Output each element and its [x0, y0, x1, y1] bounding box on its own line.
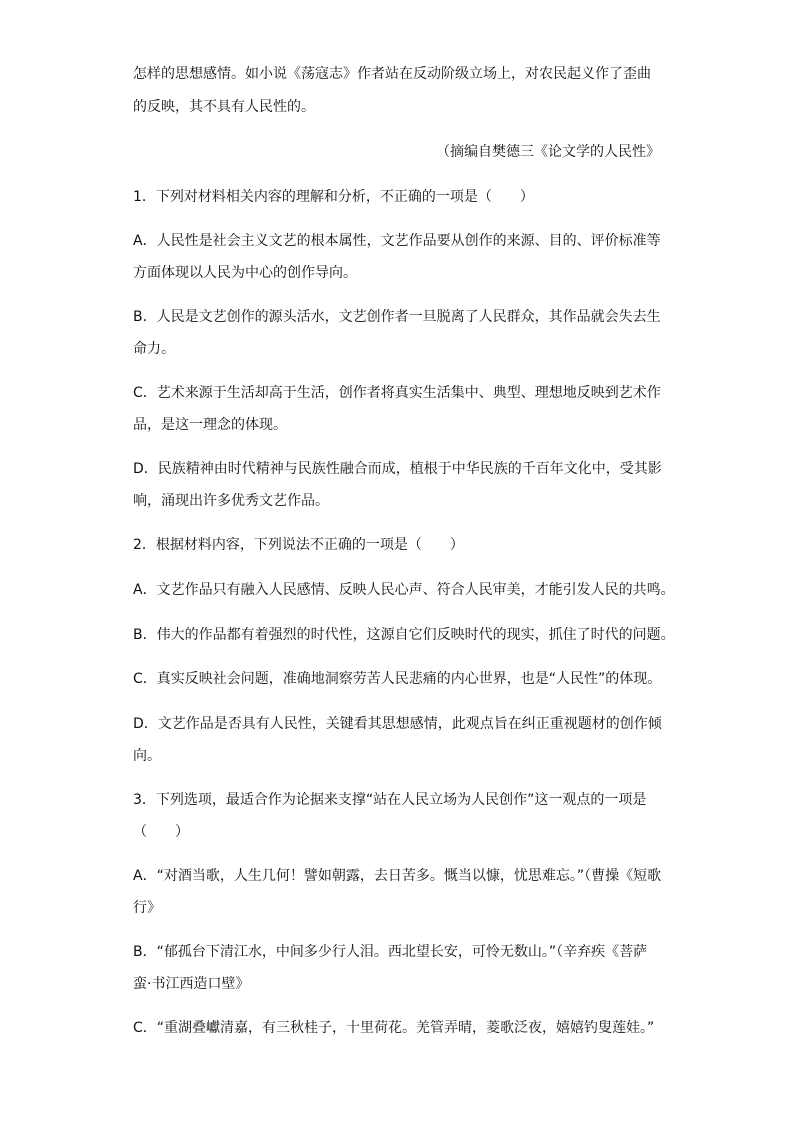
question-1-option-c: C．艺术来源于生活却高于生活，创作者将真实生活集中、典型、理想地反映到艺术作 [133, 385, 661, 401]
question-3-option-a: A．“对酒当歌，人生几何！譬如朝露，去日苦多。慨当以慷，忧思难忘。”（曹操《短歌 [133, 868, 662, 884]
question-1-option-c-cont: 品，是这一理念的体现。 [133, 417, 287, 433]
question-3-option-b-cont: 蛮·书江西造口壁》 [133, 976, 250, 992]
paragraph-line: 怎样的思想感情。如小说《荡寇志》作者站在反动阶级立场上，对农民起义作了歪曲 [133, 66, 651, 82]
paragraph-line: 的反映，其不具有人民性的。 [133, 99, 315, 115]
question-2-stem: 2．根据材料内容，下列说法不正确的一项是（ ） [133, 537, 464, 553]
question-1-option-a-cont: 方面体现以人民为中心的创作导向。 [133, 265, 357, 281]
question-1-option-b-cont: 命力。 [133, 341, 175, 357]
question-3-stem-cont: （ ） [133, 824, 189, 840]
question-2-option-a: A．文艺作品只有融入人民感情、反映人民心声、符合人民审美，才能引发人民的共鸣。 [133, 582, 675, 598]
question-3-option-c: C．“重湖叠巘清嘉，有三秋桂子，十里荷花。羌管弄晴，菱歌泛夜，嬉嬉钓叟莲娃。” [133, 1020, 655, 1036]
question-2-option-d-cont: 向。 [133, 748, 161, 764]
source-citation: （摘编自樊德三《论文学的人民性》 [436, 144, 660, 160]
question-3-option-b: B．“郁孤台下清江水，中间多少行人泪。西北望长安，可怜无数山。”（辛弃疾《菩萨 [133, 944, 648, 960]
question-1-option-b: B．人民是文艺创作的源头活水，文艺创作者一旦脱离了人民群众，其作品就会失去生 [133, 309, 661, 325]
question-1-option-a: A．人民性是社会主义文艺的根本属性，文艺作品要从创作的来源、目的、评价标准等 [133, 233, 661, 249]
question-3-option-a-cont: 行》 [133, 900, 161, 916]
question-1-option-d: D．民族精神由时代精神与民族性融合而成，植根于中华民族的千百年文化中，受其影 [133, 461, 662, 477]
question-2-option-b: B．伟大的作品都有着强烈的时代性，这源自它们反映时代的现实，抓住了时代的问题。 [133, 627, 675, 643]
question-2-option-d: D．文艺作品是否具有人民性，关键看其思想感情，此观点旨在纠正重视题材的创作倾 [133, 716, 662, 732]
question-1-option-d-cont: 响，涌现出许多优秀文艺作品。 [133, 493, 329, 509]
question-1-stem: 1．下列对材料相关内容的理解和分析，不正确的一项是（ ） [133, 189, 534, 205]
question-2-option-c: C．真实反映社会问题，准确地洞察劳苦人民悲痛的内心世界，也是“人民性”的体现。 [133, 671, 662, 687]
question-3-stem: 3．下列选项，最适合作为论据来支撑“站在人民立场为人民创作”这一观点的一项是 [133, 792, 647, 808]
